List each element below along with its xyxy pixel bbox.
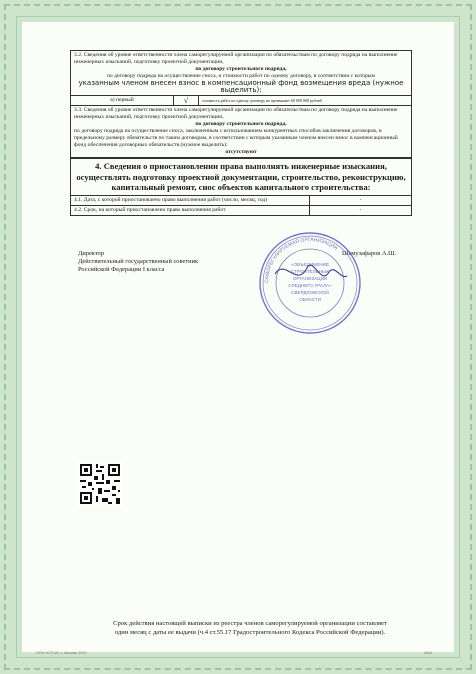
seal-outer-text: САМОРЕГУЛИРУЕМАЯ ОРГАНИЗАЦИЯ [263, 236, 339, 284]
validity-note: Срок действия настоящей выписки из реестра членов саморегулируемой организации составляет один месяц с даты ее выдачи (ч.4 ст.55.17 Градостроительного Кодекса Российской Федерации). [113, 620, 387, 636]
level-description: стоимость работ по одному договору не превышает 60 000 000 рублей [199, 96, 412, 106]
section-3-2: 3.2. Сведения об уровне ответственности члена саморегулируемой организации по обязательствам по договору подряда на выполнение инженерных изысканий, подготовку проектной документации, по договору строительного подряда, по договору подряда на осуществление сноса, и стоимости работ по одному договору, в соответствии с которым указанным членом внесен взнос в компенсационный фонд возмещения вреда (нужное выделить): [71, 51, 412, 96]
svg-text:ОБЛАСТИ: ОБЛАСТИ [299, 297, 321, 302]
section-3-3: 3.3. Сведения об уровне ответственности члена саморегулируемой организации по обязательствам по договору подряда на выполнение инженерных изысканий, подготовку проектной документации, по договору строительного подряда, по договору подряда на осуществление сноса, заключенным с использованием конкурентных способов заключения договоров, и предельному размеру обязательств по таким договорам, в соответствии с которым указанным членом внесен взнос в компенсационный фонд обеспечения договорных обязательств (нужное выделить): отсутствуют [71, 106, 412, 158]
section-4-title: 4. Сведения о приостановлении права выполнять инженерные изыскания, осуществлять подготовку проектной документации, строительство, реконструкцию, капитальный ремонт, снос объектов капитального строительства: [71, 159, 412, 196]
row-4-2-label: 4.2. Срок, на который приостановлено право выполнения работ [71, 205, 310, 215]
level-label: а) первый [71, 96, 174, 106]
row-4-2-value: - [310, 205, 412, 215]
signatory-name: Шамузафаров А.Ш. [342, 250, 397, 257]
svg-text:СРЕДНЕГО УРАЛА»: СРЕДНЕГО УРАЛА» [288, 283, 332, 288]
svg-text:СВЕРДЛОВСКОЙ: СВЕРДЛОВСКОЙ [291, 290, 329, 295]
section-4-table [70, 158, 412, 216]
qr-code [78, 462, 122, 506]
form-number: 4040 [424, 651, 432, 655]
row-4-1-label: 4.1. Дата, с которой приостановлено право выполнения работ (число, месяц, год) [71, 195, 310, 205]
document-body [70, 50, 412, 216]
svg-text:ОРГАНИЗАЦИЙ: ОРГАНИЗАЦИЙ [292, 276, 328, 281]
svg-text:СТРОИТЕЛЬНЫХ: СТРОИТЕЛЬНЫХ [290, 269, 330, 274]
row-4-1-value: - [310, 195, 412, 205]
printer-imprint: ООО «ИТСИ», г. Москва, 2022 [36, 651, 87, 655]
signature-block: Директор Действительный государственный советник Российской Федерации I класса [78, 250, 199, 273]
section-3-table [70, 50, 412, 158]
svg-text:«ОБЪЕДИНЕНИЕ: «ОБЪЕДИНЕНИЕ [290, 262, 330, 267]
check-mark: √ [174, 96, 199, 106]
organization-seal [255, 228, 365, 338]
